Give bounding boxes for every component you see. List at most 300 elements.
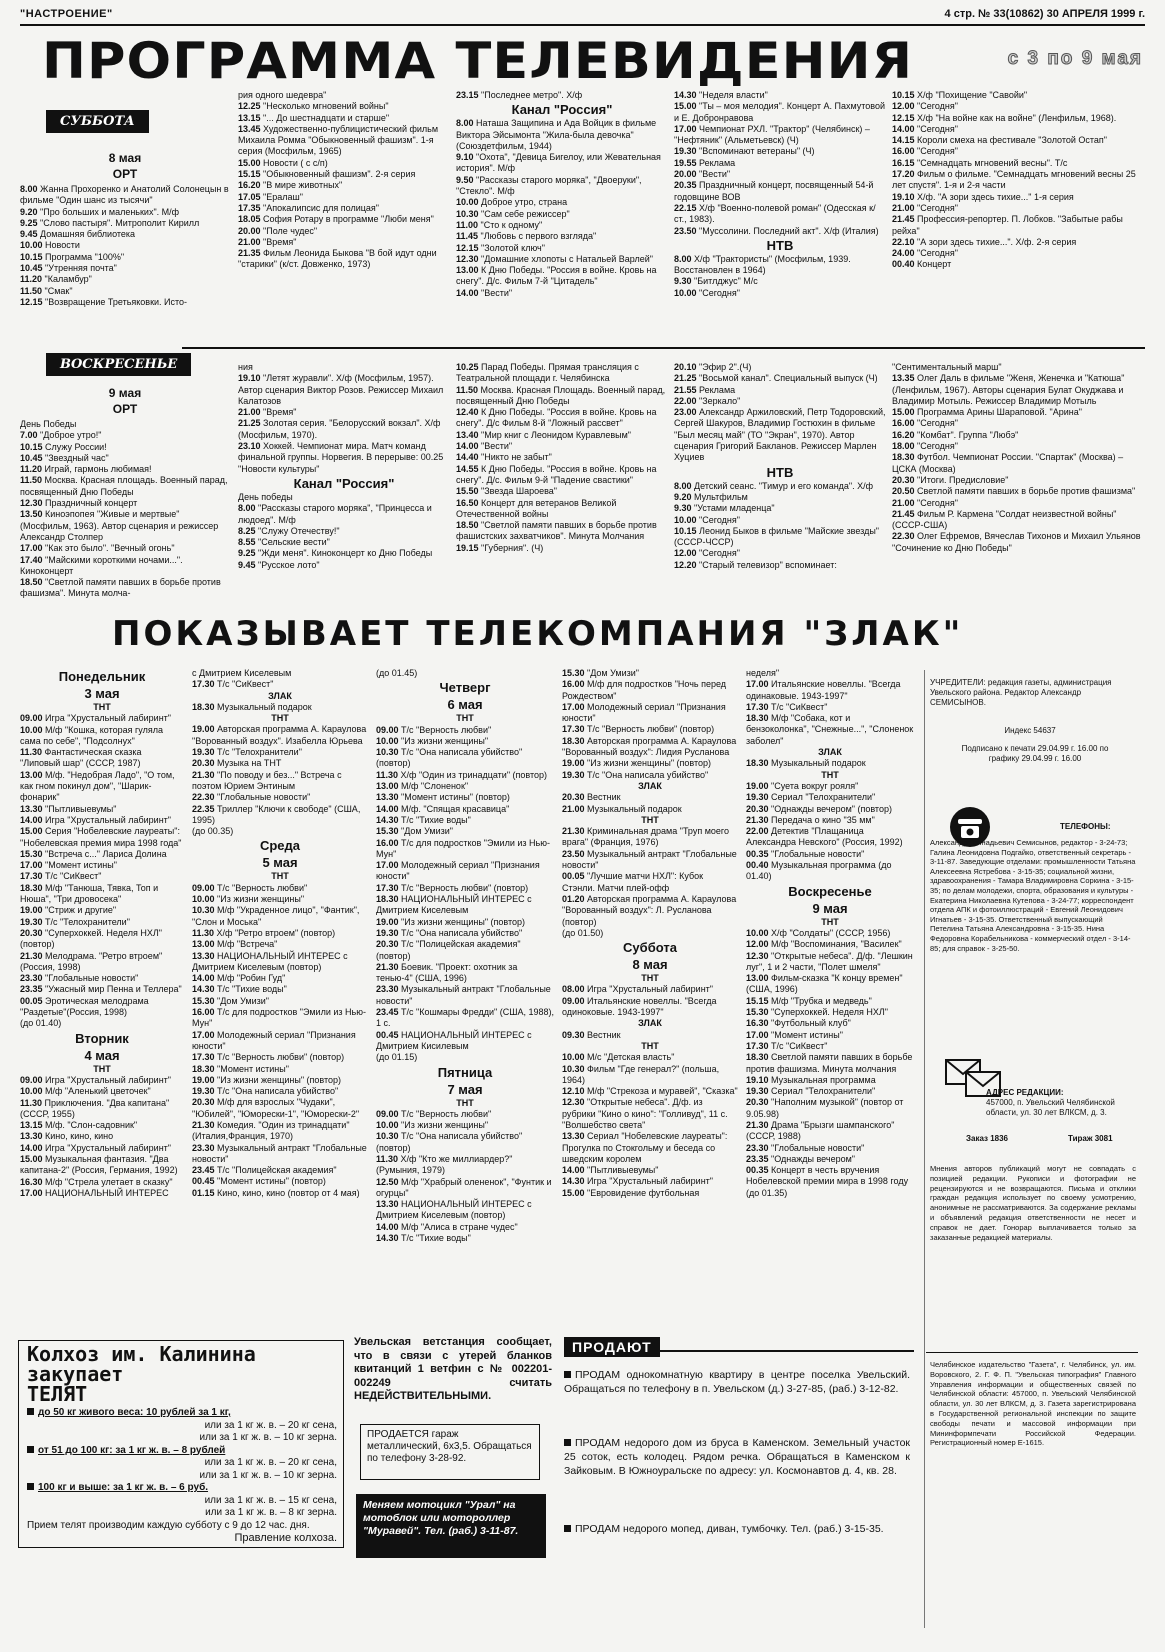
program-entry: 17.20 Фильм о фильме. "Семнадцать мгновений весны 25 лет спустя". 1-я и 2-я части — [892, 169, 1139, 191]
program-entry: 12.15 Х/ф "На войне как на войне" (Ленфильм, 1968). — [892, 112, 1117, 123]
program-entry: 19.10 Музыкальная программа — [746, 1074, 876, 1085]
program-entry: 10.00 "Из жизни женщины" — [376, 735, 489, 746]
program-entry: 20.30 Вестник — [562, 792, 621, 803]
program-entry: 12.30 Праздничный концерт — [20, 498, 138, 509]
program-entry: 15.30 "Дом Умизи" — [562, 668, 639, 678]
sidebar-divider — [924, 670, 925, 1628]
program-entry: 9.50 "Рассказы старого моряка", "Двоеруки", "Стекло". М/ф — [456, 174, 645, 197]
bullet-icon — [564, 1525, 571, 1532]
channel-heading: Канал "Россия" — [511, 102, 613, 118]
day-heading: 5 мая — [262, 855, 298, 871]
program-entry: 00.35 "Глобальные новости" — [746, 848, 865, 859]
program-entry: 20.30 Т/с "Полицейская академия" (повтор) — [376, 939, 524, 961]
kolhoz-line-2: от 51 до 100 кг: за 1 кг ж. в. – 8 рублей — [27, 1445, 337, 1458]
program-entry: 13.50 Киноэпопея "Живые и мертвые" (Мосфильм, 1963). Автор сценария и режиссер Александр Столпер — [20, 509, 221, 542]
program-entry: 09.00 Итальянские новеллы. "Всегда одиноковые. 1943-1997" — [562, 995, 719, 1018]
program-entry: 7.00 "Доброе утро!" — [20, 430, 102, 441]
program-entry: 12.00 "Сегодня" — [892, 101, 958, 112]
program-entry: 8.00 "Рассказы старого моряка", "Принцесса и людоед". М/ф — [238, 503, 435, 525]
program-entry: 14.30 Т/с "Тихие воды" — [376, 1233, 471, 1244]
program-entry: 21.30 Боевик. "Проект: охотник за тенью-4" (США, 1996) — [376, 961, 520, 984]
sidebar-index: Индекс 54637 — [1004, 726, 1056, 735]
program-entry: 16.20 "Комбат". Группа "Любэ" — [892, 429, 1019, 440]
program-entry: 14.15 Короли смеха на фестивале "Золотой Остап" — [892, 135, 1107, 146]
channel-label: ТНТ — [821, 769, 839, 780]
program-entry: 16.30 "Футбольный клуб" — [746, 1018, 851, 1029]
program-entry: 9.30 "Битлджус" М/с — [674, 276, 758, 287]
prodaut-rule — [660, 1350, 914, 1352]
program-entry: 14.30 "Неделя власти" — [674, 90, 768, 100]
program-entry: 13.35 Олег Даль в фильме "Женя, Женечка и "Катюша" (Ленфильм, 1967). Авторы сценария Булат Окуджава и Владимир Мотыль. Режиссер Владимир Мотыль — [892, 373, 1127, 406]
program-entry: 20.00 "Вести" — [674, 169, 731, 180]
program-entry: 18.30 Светлой памяти павших в борьбе против фашизма. Минута молчания — [746, 1052, 915, 1074]
program-entry: 13.00 К Дню Победы. "Россия в войне. Кровь на снегу". Д/с. Фильм 7-й "Цитадель" — [456, 265, 660, 287]
program-entry: 13.40 "Мир книг с Леонидом Куравлевым" — [456, 429, 631, 440]
program-entry: 17.30 Т/с "СиКвест" — [192, 679, 274, 690]
program-entry: 10.00 М/с "Детская власть" — [562, 1052, 675, 1063]
program-entry: 00.35 Концерт в честь вручения Нобелевской премии мира в 1998 году — [746, 1165, 909, 1187]
program-entry: 8.00 Детский сеанс. "Тимур и его команда". Х/ф — [674, 480, 874, 491]
newspaper-name: "НАСТРОЕНИЕ" — [20, 8, 113, 20]
channel-heading: НТВ — [766, 237, 794, 253]
program-entry: 20.30 "Итоги. Предисловие" — [892, 474, 1009, 485]
program-entry: 10.15 Служу России! — [20, 441, 107, 452]
zlak-col-2 — [192, 668, 368, 1336]
program-entry: 17.40 "Майскими короткими ночами...". Киноконцерт — [20, 554, 186, 576]
program-entry: День Победы — [20, 419, 77, 429]
program-entry: 17.00 "Как это было". "Вечный огонь" — [20, 543, 175, 554]
program-entry: 15.15 "Обыкновенный фашизм". 2-я серия — [238, 169, 416, 180]
kolhoz-title-1: Колхоз им. Калинина — [27, 1342, 256, 1366]
day-heading: Пятница — [437, 1064, 493, 1080]
program-entry: 12.25 "Несколько мгновений войны" — [238, 101, 389, 112]
program-entry: 9.30 "Устами младенца" — [674, 503, 775, 514]
kolhoz-line-2a: или за 1 кг ж. в. – 20 кг сена, — [204, 1457, 337, 1468]
program-entry: 09.00 Игра "Хрустальный лабиринт" — [20, 1074, 171, 1085]
channel-label: ТНТ — [641, 1040, 659, 1051]
program-entry: 18.30 Музыкальный подарок — [192, 701, 312, 712]
program-entry: 16.00 Т/с для подростков "Эмили из Нью-Мун" — [376, 837, 550, 859]
program-entry: 19.30 Сериал "Телохранители" — [746, 792, 876, 803]
program-entry: 19.00 Авторская программа А. Караулова "Ворованный воздух". Изабелла Юрьева — [192, 724, 369, 746]
sat-date: 8 мая — [108, 151, 142, 165]
program-entry: 22.10 "А зори здесь тихие...". Х/ф. 2-я серия — [892, 236, 1077, 247]
kolhoz-line-1: до 50 кг живого веса: 10 рублей за 1 кг, — [27, 1407, 337, 1420]
program-entry: 14.00 Игра "Хрустальный лабиринт" — [20, 814, 171, 825]
day-heading: Четверг — [439, 680, 491, 696]
program-entry: 19.00 "Из жизни женщины" (повтор) — [376, 916, 526, 927]
program-entry: 8.25 "Служу Отечеству!" — [238, 525, 340, 536]
program-entry: 23.50 "Муссолини. Последний акт". Х/ф (Италия) — [674, 225, 879, 236]
program-entry: 10.00 Новости — [20, 240, 80, 251]
program-entry: 10.30 Т/с "Она написала убийство" (повтор) — [376, 747, 525, 769]
program-entry: День победы — [238, 491, 293, 502]
program-entry: 23.45 Т/с "Полицейская академия" — [192, 1165, 337, 1176]
program-entry: 21.55 Реклама — [674, 384, 736, 395]
program-entry: 19.30 Т/с "Она написала убийство" — [376, 927, 523, 938]
program-entry: "Сентиментальный марш" — [892, 362, 1002, 372]
program-entry: 8.00 Наташа Защипина и Ада Войцик в фильме Виктора Эйсымонта "Жила-была девочка" (Союздетфильм, 1944) — [456, 118, 659, 151]
vet-notice: Увельская ветстанция сообщает, что в связи с утерей бланков квитанций 1 ветфин с № 002201-002249 считать НЕДЕЙСТВИТЕЛЬНЫМИ. — [354, 1336, 552, 1402]
channel-label: ЗЛАК — [638, 780, 662, 791]
program-entry: 13.45 Художественно-публицистический фильм Михаила Ромма "Обыкновенный фашизм". 1-я серия (Мосфильм, 1965) — [238, 123, 441, 157]
sat-col-3 — [456, 90, 668, 342]
program-entry: 22.30 "Глобальные новости" — [192, 792, 311, 803]
program-entry: 15.30 "Дом Умизи" — [376, 826, 453, 837]
program-entry: 12.00 "Сегодня" — [674, 548, 740, 559]
prodaut-ad-2: ПРОДАМ недорого дом из бруса в Каменском. Земельный участок 25 соток, есть колодец. Рядом речка. Обращаться в Каменском к Зайковым. В Южноуральске по адресу: ул. Космонавтов д. 4, кв. 28. — [564, 1437, 910, 1477]
program-entry: 12.50 М/ф "Храбрый олененок", "Фунтик и огурцы" — [376, 1176, 555, 1198]
program-entry: 20.50 Светлой памяти павших в борьбе против фашизма" — [892, 486, 1136, 497]
program-entry: 10.00 "Сегодня" — [674, 514, 740, 525]
program-entry: 21.30 "По поводу и без..." Встреча с поэтом Юрием Энтиным — [192, 769, 345, 791]
program-entry: 21.45 Фильм Р. Кармена "Солдат неизвестной войны" (СССР-США) — [892, 508, 1119, 531]
program-entry: (до 01.40) — [20, 1018, 62, 1029]
program-entry: 00.40 Концерт — [892, 259, 952, 270]
program-entry: 19.00 "Из жизни женщины" (повтор) — [562, 758, 712, 769]
program-entry: 18.30 Музыкальный подарок — [746, 758, 866, 769]
program-entry: 21.00 Музыкальный подарок — [562, 803, 682, 814]
channel-label: ТНТ — [93, 1063, 111, 1074]
program-entry: 21.45 Профессия-репортер. П. Лобков. "Забытые рабы рейха" — [892, 214, 1126, 236]
program-entry: 14.00 М/ф "Робин Гуд" — [192, 973, 286, 984]
program-entry: 19.30 Т/с "Телохранители" — [192, 747, 302, 758]
program-entry: 13.15 М/ф. "Слон-садовник" — [20, 1120, 138, 1131]
garage-text: ПРОДАЕТСЯ гараж металлический, 6х3,5. Обращаться по телефону 3-28-92. — [367, 1429, 532, 1464]
program-entry: (до 01.45) — [376, 668, 418, 678]
sun-col-5 — [892, 362, 1142, 609]
program-entry: 10.45 "Утренняя почта" — [20, 263, 117, 274]
program-entry: 11.50 "Смак" — [20, 285, 73, 296]
program-entry: 23.00 Александр Аржиловский, Петр Тодоровский, Сергей Шакуров, Владимир Гостюхин в фильме "Был месяц май" (ТО "Экран", 1970). Автор сценария Григорий Бакланов. Режиссер Марлен Хуциев — [674, 407, 889, 463]
program-entry: 00.05 Эротическая мелодрама "Раздетые"(Россия, 1998) — [20, 995, 152, 1018]
prodaut-ad-3: ПРОДАМ недорого мопед, диван, тумбочку. Тел. (раб.) 3-15-35. — [564, 1522, 910, 1536]
program-entry: 15.30 "Встреча с..." Лариса Долина — [20, 848, 167, 859]
prodaut-ad-1: ПРОДАМ однокомнатную квартиру в центре поселка Увельский. Обращаться по телефону в п. Увельском (д.) 3-27-85, (раб.) 3-12-82. — [564, 1369, 910, 1395]
program-entry: (до 00.35) — [192, 826, 234, 837]
kolhoz-title-3: ТЕЛЯТ — [27, 1382, 88, 1406]
zlak-col-5 — [746, 668, 914, 1336]
sidebar-signed: Подписано к печати 29.04.99 г. 16.00 по графику 29.04.99 г. 16.00 — [961, 744, 1109, 763]
program-entry: 16.00 М/ф для подростков "Ночь перед Рождеством" — [562, 679, 729, 701]
moto-text: Меняем мотоцикл "Урал" на мотоблок или мотороллер "Муравей". Тел. (раб.) 3-11-87. — [363, 1499, 519, 1537]
program-entry: 11.30 Х/ф "Один из тринадцати" (повтор) — [376, 769, 548, 780]
section-rule — [182, 347, 1145, 349]
day-heading: 7 мая — [447, 1081, 483, 1097]
program-entry: 22.00 Детектив "Плащаница Александра Невского" (Россия, 1992) — [746, 826, 903, 848]
garage-ad — [360, 1424, 540, 1480]
kolhoz-line-3b: или за 1 кг ж. в. – 8 кг зерна. — [205, 1507, 337, 1518]
program-entry: 11.30 Х/ф "Кто же миллиардер?" (Румыния, 1979) — [376, 1153, 515, 1176]
program-entry: 08.00 Игра "Хрустальный лабиринт" — [562, 984, 713, 995]
program-entry: 8.55 "Сельские вести" — [238, 537, 330, 548]
sun-col-2 — [238, 362, 450, 609]
sidebar-address-title: АДРЕС РЕДАКЦИИ: — [986, 1088, 1064, 1097]
program-entry: 11.50 Москва. Красная Площадь. Военный парад, посвященный Дню Победы — [456, 384, 668, 406]
bullet-icon — [564, 1439, 571, 1446]
program-entry: 11.50 Москва. Красная площадь. Военный парад, посвященный Дню Победы — [20, 475, 231, 497]
channel-label: ТНТ — [271, 871, 289, 882]
program-entry: 16.00 "Сегодня" — [892, 418, 958, 429]
program-entry: 17.00 Молодежный сериал "Признания юности" — [192, 1029, 359, 1051]
sun-date: 9 мая — [108, 386, 142, 400]
sun-col-4 — [674, 362, 889, 609]
program-entry: 23.30 "Глобальные новости" — [746, 1142, 865, 1153]
program-entry: 20.30 Музыка на ТНТ — [192, 758, 282, 769]
program-entry: 20.30 "Однажды вечером" (повтор) — [746, 803, 892, 814]
program-entry: 23.10 Хоккей. Чемпионат мира. Матч команд финальной группы. Норвегия. В перерыве: 00.25 "Новости культуры" — [238, 441, 446, 474]
program-entry: 10.00 Х/ф "Солдаты" (СССР, 1956) — [746, 927, 891, 938]
program-entry: 22.00 "Зеркало" — [674, 395, 741, 406]
program-entry: 21.35 Фильм Леонида Быкова "В бой идут одни "старики" (к/ст. Довженко, 1973) — [238, 248, 440, 270]
program-entry: 23.15 "Последнее метро". Х/ф — [456, 90, 583, 100]
program-entry: 13.00 М/ф "Встреча" — [192, 939, 278, 950]
program-entry: 19.55 Реклама — [674, 157, 736, 168]
program-entry: 17.00 "Момент истины" — [20, 860, 117, 871]
program-entry: 17.00 Молодежный сериал "Признания юности" — [562, 701, 729, 724]
program-entry: 17.05 "Ералаш" — [238, 191, 303, 202]
channel-label: ТНТ — [456, 1097, 474, 1108]
program-entry: 11.20 "Каламбур" — [20, 274, 92, 285]
program-entry: 18.30 "Момент истины" — [192, 1063, 289, 1074]
program-entry: 15.00 Серия "Нобелевские лауреаты": "Нобелевская премия мира 1998 года" — [20, 826, 183, 848]
sun-col-3 — [456, 362, 668, 609]
program-entry: 22.30 Олег Ефремов, Вячеслав Тихонов и Михаил Ульянов "Сочинение ко Дню Победы" — [892, 531, 1144, 553]
program-entry: 21.30 Криминальная драма "Труп моего врага" (Франция, 1976) — [562, 826, 732, 848]
program-entry: 23.35 "Ужасный мир Пенна и Теллера" — [20, 984, 182, 995]
program-entry: 19.30 "Вспоминают ветераны" (Ч) — [674, 146, 815, 157]
day-heading: Среда — [259, 838, 301, 854]
program-entry: 01.15 Кино, кино, кино (повтор от 4 мая) — [192, 1187, 360, 1198]
program-entry: 12.00 М/ф "Воспоминания, "Василек" — [746, 939, 902, 950]
program-entry: 23.45 Т/с "Кошмары Фредди" (США, 1988), 1 с. — [376, 1007, 557, 1029]
program-entry: 19.00 "Суета вокруг рояля" — [746, 780, 859, 791]
program-entry: 23.30 "Глобальные новости" — [20, 973, 139, 984]
program-entry: 10.00 "Сегодня" — [674, 287, 740, 298]
channel-label: ЗЛАК — [818, 747, 842, 758]
program-entry: 17.30 Т/с "СиКвест" — [746, 701, 828, 712]
day-label-saturday: СУББОТА — [46, 110, 149, 133]
program-entry: 16.00 "Сегодня" — [892, 146, 958, 157]
program-entry: 00.40 Музыкальная программа (до 01.40) — [746, 860, 894, 882]
program-entry: (до 01.15) — [376, 1052, 418, 1063]
program-entry: 11.30 Х/ф "Ретро втроем" (повтор) — [192, 927, 336, 938]
program-entry: 9.20 Мультфильм — [674, 491, 748, 502]
program-entry: 20.30 "Наполним музыкой" (повтор от 9.05.98) — [746, 1097, 906, 1119]
program-entry: 10.00 "Из жизни женщины" — [376, 1120, 489, 1131]
program-entry: 23.30 Музыкальный антракт "Глобальные новости" — [376, 984, 554, 1006]
program-entry: 18.30 Футбол. Чемпионат России. "Спартак" (Москва) – ЦСКА (Москва) — [892, 452, 1126, 474]
sat-col-4 — [674, 90, 886, 342]
kolhoz-note: Прием телят производим каждую субботу с 9 до 12 час. дня. — [27, 1519, 310, 1531]
sun-channel: ОРТ — [112, 402, 138, 416]
program-entry: 13.30 Кино, кино, кино — [20, 1131, 114, 1142]
channel-label: ТНТ — [641, 973, 659, 984]
program-entry: 15.50 "Звезда Шароева" — [456, 486, 557, 497]
sun-col-1 — [20, 419, 232, 609]
program-entry: 19.10 Х/ф. "А зори здесь тихие..." 1-я серия — [892, 191, 1074, 202]
program-entry: 15.30 "Дом Умизи" — [192, 995, 269, 1006]
sidebar-publisher: Челябинское издательство "Газета", г. Челябинск, ул. им. Воровского, 2. Г. Ф. П. "Увельская типография" Главного Управления информации и общественных связей по Челябинской области: 457000, п. Увельский Челябинской области, ул. 30 лет ВЛКСМ, д. 3. Газета зарегистрирована в Государственной региональной инспекции по защите свободы печати и массовой информации при Мининформпечати Российской Федерации. Регистрационный номер Е-1615. — [930, 1360, 1136, 1448]
program-entry: 10.15 Леонид Быков в фильме "Майские звезды" (СССР-ЧССР) — [674, 525, 882, 548]
kolhoz-line-3a: или за 1 кг ж. в. – 15 кг сена, — [204, 1494, 337, 1506]
program-entry: 09.30 Вестник — [562, 1029, 621, 1040]
day-heading: 9 мая — [812, 900, 848, 916]
program-entry: 14.55 К Дню Победы. "Россия в войне. Кровь на снегу". Д/с. Фильм 9-й "Падение свастики" — [456, 463, 660, 485]
program-entry: 9.45 "Русское лото" — [238, 559, 320, 570]
program-entry: 9.20 "Про больших и маленьких". М/ф — [20, 206, 180, 217]
sidebar-address: 457000, п. Увельский Челябинской области, ул. 30 лет ВЛКСМ, д. 3. — [986, 1098, 1115, 1117]
bullet-icon — [27, 1446, 34, 1453]
program-entry: 23.50 Музыкальный антракт "Глобальные новости" — [562, 848, 740, 871]
program-entry: 18.30 Авторская программа А. Караулова "Ворованный воздух": Лидия Русланова — [562, 735, 739, 758]
sat-col-2 — [238, 90, 450, 342]
program-entry: 10.30 "Сам себе режиссер" — [456, 208, 570, 219]
program-entry: 15.30 "Суперхоккей. Неделя НХЛ" — [746, 1007, 888, 1018]
program-entry: 21.00 "Сегодня" — [892, 497, 958, 508]
program-entry: 16.50 Концерт для ветеранов Великой Отечественной войны — [456, 497, 619, 519]
program-entry: 09.00 Т/с "Верность любви" — [192, 882, 308, 893]
program-entry: 10.25 Парад Победы. Прямая трансляция с Театральной площади г. Челябинска — [456, 362, 642, 384]
program-entry: 14.30 Т/с "Тихие воды" — [192, 984, 287, 995]
program-entry: 8.00 Х/ф "Трактористы" (Мосфильм, 1939. Восстановлен в 1964) — [674, 253, 854, 276]
program-entry: 00.45 "Момент истины" (повтор) — [192, 1176, 326, 1187]
program-entry: 14.00 "Пытливыевумы" — [562, 1165, 659, 1176]
program-entry: 12.15 "Золотой ключ" — [456, 242, 545, 253]
program-entry: 00.05 "Лучшие матчи НХЛ": Кубок Стэнли. Матчи плей-офф — [562, 871, 706, 893]
program-entry: 21.25 Золотая серия. "Белорусский вокзал". Х/ф (Мосфильм, 1970). — [238, 418, 443, 440]
program-entry: 10.30 Т/с "Она написала убийство" (повтор) — [376, 1131, 525, 1153]
program-entry: 17.00 Молодежный сериал "Признания юности" — [376, 860, 543, 882]
program-entry: 10.00 Доброе утро, страна — [456, 197, 568, 208]
program-entry: 15.15 М/ф "Трубка и медведь" — [746, 995, 872, 1006]
program-entry: 13.00 М/ф "Слоненок" — [376, 781, 469, 792]
day-heading: 8 мая — [632, 957, 668, 973]
moto-ad — [356, 1494, 546, 1558]
program-entry: 21.30 Комедия. "Один из тринадцати" (Италия,Франция, 1970) — [192, 1119, 353, 1142]
page-title: ПРОГРАММА ТЕЛЕВИДЕНИЯ — [42, 32, 914, 90]
program-entry: 14.00 "Вести" — [456, 287, 513, 298]
program-entry: 18.50 "Светлой памяти павших в борьбе против фашистских захватчиков". Минута Молчания — [456, 520, 660, 542]
program-entry: 19.10 "Летят журавли". Х/ф (Мосфильм, 1957). Автор сценария Виктор Розов. Режиссер Михаил Калатозов — [238, 373, 446, 406]
channel-heading: НТВ — [766, 464, 794, 480]
program-entry: 10.00 М/ф "Аленький цветочек" — [20, 1086, 151, 1097]
zlak-col-4 — [562, 668, 738, 1336]
program-entry: 18.30 М/ф "Танюша, Тявка, Топ и Нюша", "Три дровосека" — [20, 882, 161, 905]
channel-label: ТНТ — [821, 916, 839, 927]
program-entry: 17.00 НАЦИОНАЛЬНЫЙ ИНТЕРЕС — [20, 1187, 169, 1198]
program-entry: 10.15 Программа "100%" — [20, 251, 125, 262]
program-entry: 09.00 Игра "Хрустальный лабиринт" — [20, 713, 171, 724]
day-label-sunday: ВОСКРЕСЕНЬЕ — [46, 353, 191, 376]
bullet-icon — [27, 1408, 34, 1415]
kolhoz-line-2b: или за 1 кг ж. в. – 10 кг зерна. — [199, 1469, 337, 1481]
program-entry: (до 01.50) — [562, 927, 604, 938]
day-heading: Вторник — [75, 1030, 129, 1046]
kolhoz-line-3: 100 кг и выше: за 1 кг ж. в. – 6 руб. — [27, 1482, 337, 1495]
program-entry: 13.30 "Пытливыевумы" — [20, 803, 117, 814]
program-entry: 17.00 "Момент истины" — [746, 1029, 843, 1040]
sidebar-phones: Александр Геннадьевич Семисынов, редактор - 3-24-73; Галина Леонидовна Подгайко, ответственный секретарь - 3-11-87. Заведующие отделами: промышленности Татьяна Алексеевна Ястребова - 3-15-35; социальной жизни, здравоохранения - Тамара Владимировна Соркина - 3-15-35; по делам молодежи, спорта, образования и культуры - Екатерина Николаевна Кутепова - 3-24-77; корреспондент отдела АПК и фотоиллюстраций - Евгений Леонидович Игнатьев - 3-15-35. Ответственный выпускающий Петелина Татьяна Александровна - 3-15-35. Нина Федоровна Корабельникова - коммерческий отдел - 3-14-85; для справок - 3-25-50. — [930, 838, 1136, 953]
program-entry: 09.00 Т/с "Верность любви" — [376, 1108, 492, 1119]
program-entry: 24.00 "Сегодня" — [892, 248, 958, 259]
program-entry: 12.30 "Открытые небеса". Д/ф. "Лешкин луг", 1 и 2 части, "Полет шмеля" — [746, 950, 916, 972]
program-entry: 23.30 Музыкальный антракт "Глобальные новости" — [192, 1142, 370, 1164]
program-entry: (до 01.35) — [746, 1187, 788, 1198]
program-entry: 13.30 НАЦИОНАЛЬНЫЙ ИНТЕРЕС с Дмитрием Киселевым (повтор) — [192, 950, 351, 972]
program-entry: 12.30 "Домашние хлопоты с Натальей Варлей" — [456, 253, 653, 264]
sidebar-rule — [926, 1352, 1138, 1353]
zlak-col-3 — [376, 668, 557, 1336]
program-entry: 11.30 Приключения. "Два капитана" (СССР, 1955) — [20, 1097, 172, 1119]
program-entry: 21.30 Мелодрама. "Ретро втроем" (Россия, 1998) — [20, 950, 165, 972]
program-entry: 18.05 София Ротару в программе "Люби меня" — [238, 214, 434, 225]
program-entry: 14.00 М/ф "Алиса в стране чудес" — [376, 1221, 518, 1232]
program-entry: 20.30 "Суперхоккей. Неделя НХЛ" (повтор) — [20, 927, 165, 950]
program-entry: 17.30 Т/с "Верность любви" (повтор) — [192, 1052, 345, 1063]
program-entry: 16.30 М/ф "Стрела улетает в сказку" — [20, 1176, 173, 1187]
day-heading: 6 мая — [447, 697, 483, 713]
program-entry: 9.45 Домашняя библиотека — [20, 229, 136, 240]
program-entry: 17.00 Итальянские новеллы. "Всегда одинаковые. 1943-1997" — [746, 679, 903, 701]
program-entry: 14.40 "Никто не забыт" — [456, 452, 552, 463]
program-entry: 10.45 "Звездный час" — [20, 452, 109, 463]
program-entry: 21.00 "Время" — [238, 236, 297, 247]
program-entry: 18.50 "Светлой памяти павших в борьбе против фашизма". Минута молча- — [20, 577, 224, 599]
sidebar-disclaimer: Мнения авторов публикаций могут не совпадать с позицией редакции. Рукописи и фотографии не рецензируются и не возвращаются. Письма и отклики граждан редакция использует по своему усмотрению, анонимные не рассматриваются. За содержание рекламы и объявлений редакция ответственности не несет и справок не дает. Гонорар выплачивается только за заказанные редакцией материалы. — [930, 1164, 1136, 1242]
program-entry: неделя" — [746, 668, 780, 678]
program-entry: 18.30 НАЦИОНАЛЬНЫЙ ИНТЕРЕС с Дмитрием Киселевым — [376, 894, 535, 916]
program-entry: 09.00 Т/с "Верность любви" — [376, 724, 492, 735]
date-range: с 3 по 9 мая — [1007, 48, 1143, 69]
bullet-icon — [27, 1483, 34, 1490]
issue-info: 4 стр. № 33(10862) 30 АПРЕЛЯ 1999 г. — [944, 8, 1145, 20]
program-entry: 13.30 Сериал "Нобелевские лауреаты": Прогулка по Стокгольму и беседа со шведским королем — [562, 1131, 730, 1164]
program-entry: 20.00 "Поле чудес" — [238, 225, 318, 236]
program-entry: ния — [238, 362, 253, 372]
kolhoz-line-1b: или за 1 кг ж. в. – 10 кг зерна. — [199, 1432, 337, 1443]
program-entry: 10.00 "Из жизни женщины" — [192, 894, 305, 905]
sat-col-1 — [20, 184, 232, 342]
program-entry: 15.00 Программа Арины Шараповой. "Арина" — [892, 407, 1082, 418]
program-entry: 20.30 М/ф для взрослых "Чудаки", "Юбилей", "Юморески-1", "Юморески-2" — [192, 1097, 360, 1119]
program-entry: 19.15 "Губерния". (Ч) — [456, 542, 544, 553]
program-entry: 22.35 Триллер "Ключи к свободе" (США, 1995) — [192, 803, 363, 825]
kolhoz-ad — [18, 1340, 344, 1548]
sidebar-phones-title: ТЕЛЕФОНЫ: — [1060, 822, 1111, 831]
program-entry: 10.00 М/ф "Кошка, которая гуляла сама по себе", "Подсолнух" — [20, 724, 166, 746]
kolhoz-line-1a: или за 1 кг ж. в. – 20 кг сена, — [204, 1419, 337, 1431]
program-entry: 12.40 К Дню Победы. "Россия в войне. Кровь на снегу". Д/с Фильм 8-й "Ложный рассвет" — [456, 407, 660, 429]
program-entry: 11.20 Играй, гармонь любимая! — [20, 464, 152, 475]
program-entry: 15.00 "Евровидение футбольная — [562, 1187, 700, 1198]
header-rule — [20, 24, 1145, 26]
day-heading: Понедельник — [58, 669, 146, 684]
channel-label: ЗЛАК — [268, 690, 292, 701]
channel-label: ТНТ — [93, 702, 111, 712]
program-entry: 11.45 "Любовь с первого взгляда" — [456, 231, 597, 242]
program-entry: 10.15 Х/ф "Похищение "Савойи" — [892, 90, 1028, 100]
program-entry: 9.25 "Жди меня". Киноконцерт ко Дню Победы — [238, 548, 433, 559]
program-entry: 20.10 "Эфир 2".(Ч) — [674, 362, 752, 372]
program-entry: 01.20 Авторская программа А. Караулова "Ворованный воздух": Л. Русланова (повтор) — [562, 893, 739, 927]
program-entry: 12.15 "Возвращение Третьяковки. Исто- — [20, 296, 188, 307]
program-entry: 9.25 "Слово пастыря". Митрополит Кирилл — [20, 217, 200, 228]
program-entry: 12.10 М/ф "Стрекоза и муравей", "Сказка" — [562, 1086, 738, 1097]
day-heading: 3 мая — [84, 686, 120, 701]
program-entry: 17.30 Т/с "Верность любви" (повтор) — [376, 882, 529, 893]
channel-label: ЗЛАК — [638, 1018, 662, 1029]
